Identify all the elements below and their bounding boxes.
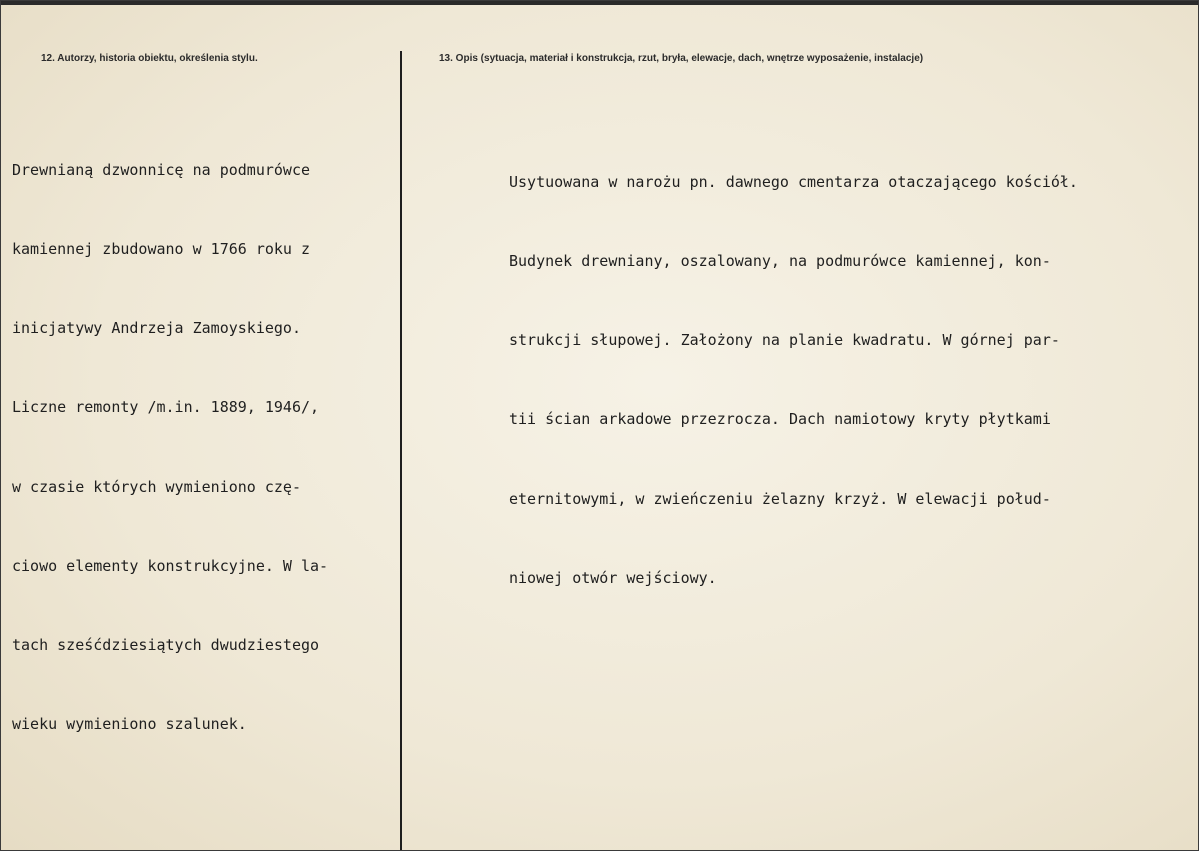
text-line: Drewnianą dzwonnicę na podmurówce: [12, 160, 311, 179]
section-12-text: [12, 104, 328, 791]
text-line: strukcji słupowej. Założony na planie kwadratu. W górnej par-: [509, 331, 1060, 350]
column-divider: [400, 51, 402, 850]
text-line: eternitowymi, w zwieńczeniu żelazny krzyż. W elewacji połud-: [509, 489, 1051, 508]
text-line: tii ścian arkadowe przezrocza. Dach namiotowy kryty płytkami: [509, 410, 1051, 429]
text-line: Liczne remonty /m.in. 1889, 1946/,: [12, 398, 320, 417]
text-line: Budynek drewniany, oszalowany, na podmurówce kamiennej, kon-: [509, 252, 1051, 271]
text-line: kamiennej zbudowano w 1766 roku z: [12, 240, 311, 259]
text-line: inicjatywy Andrzeja Zamoyskiego.: [12, 319, 301, 338]
text-line: wieku wymieniono szalunek.: [12, 715, 247, 734]
text-line: w czasie których wymieniono czę-: [12, 477, 301, 496]
card-top-edge: [1, 1, 1198, 5]
text-line: tach sześćdziesiątych dwudziestego: [12, 636, 320, 655]
text-line: niowej otwór wejściowy.: [509, 568, 717, 587]
section-12-header: 12. Autorzy, historia obiektu, określenia stylu.: [41, 53, 258, 64]
section-13-text: [509, 116, 1078, 644]
text-line: ciowo elementy konstrukcyjne. W la-: [12, 556, 329, 575]
section-13-header: 13. Opis (sytuacja, materiał i konstrukcja, rzut, bryła, elewacje, dach, wnętrze wyposażenie, instalacje): [439, 53, 924, 64]
text-line: Usytuowana w narożu pn. dawnego cmentarza otaczającego kościół.: [509, 172, 1078, 191]
